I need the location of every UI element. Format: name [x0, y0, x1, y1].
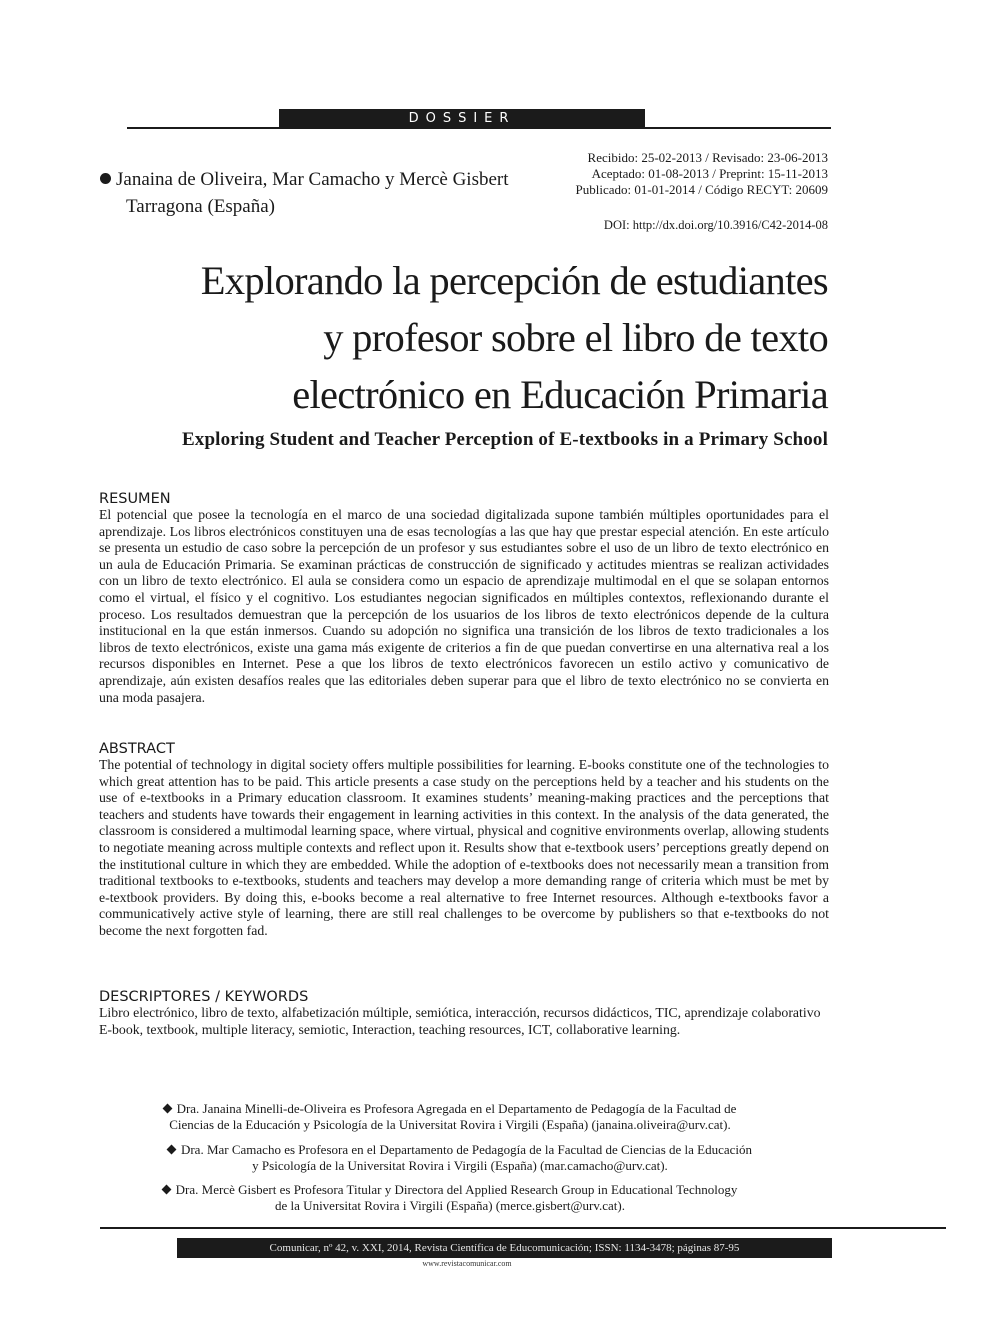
diamond-bullet-icon: [161, 1185, 171, 1195]
dates-published: Publicado: 01-01-2014 / Código RECYT: 20609: [575, 182, 828, 197]
header-rule: [127, 127, 831, 129]
doi-link[interactable]: DOI: http://dx.doi.org/10.3916/C42-2014-08: [603, 218, 828, 232]
journal-website-link[interactable]: www.revistacomunicar.com: [422, 1259, 512, 1268]
keywords-heading: DESCRIPTORES / KEYWORDS: [99, 989, 309, 1005]
resumen-heading: RESUMEN: [99, 491, 171, 507]
bullet-icon: [100, 173, 111, 184]
author-names: Janaina de Oliveira, Mar Camacho y Mercè Gisbert: [116, 169, 509, 190]
bio-line: y Psicología de la Universitat Rovira i Virgili (España) (mar.camacho@urv.cat).: [252, 1158, 668, 1173]
abstract-heading: ABSTRACT: [99, 741, 175, 757]
keywords-section: [99, 989, 829, 1038]
abstract-section: [99, 741, 829, 940]
bio-line: Dra. Mar Camacho es Profesora en el Departamento de Pedagogía de la Facultad de Ciencias de la Educación: [180, 1142, 753, 1157]
author-bio: [100, 1182, 800, 1214]
keywords-spanish: Libro electrónico, libro de texto, alfabetización múltiple, semiótica, interacción, recursos didácticos, TIC, aprendizaje colaborativo: [99, 1005, 821, 1020]
resumen-section: [99, 491, 829, 706]
bio-line: Ciencias de la Educación y Psicología de la Universitat Rovira i Virgili (España) (janaina.oliveira@urv.cat).: [169, 1117, 731, 1132]
diamond-bullet-icon: [162, 1104, 172, 1114]
journal-citation: Comunicar, nº 42, v. XXI, 2014, Revista Científica de Educomunicación; ISSN: 1134-3478; páginas 87-95: [269, 1242, 740, 1254]
dates-accepted: Aceptado: 01-08-2013 / Preprint: 15-11-2013: [591, 166, 828, 181]
footer-rule: [100, 1227, 946, 1229]
authors-block: [100, 166, 540, 220]
author-location: Tarragona (España): [126, 196, 276, 217]
journal-citation-bar: [177, 1238, 832, 1258]
resumen-text: El potencial que posee la tecnología en el marco de una sociedad digitalizada supone también múltiples oportunidades para el aprendizaje. Los libros electrónicos constituyen una de esas tecnologías a las que hay que prestar especial atención. En este artículo se presenta un estudio de caso sobre la percepción de un profesor y sus estudiantes sobre el uso de un libro de texto electrónico en un aula de Educación Primaria. Se examinan prácticas de construcción de significado y actitudes mientras se realizan actividades con un libro de texto electrónico. El aula se considera como un espacio de aprendizaje multimodal en el que se solapan entornos como el virtual, el físico y el cognitivo. Los estudiantes negocian significados en múltiples contextos, reflexionando durante el proceso. Los resultados demuestran que la percepción de los usuarios de los libros de texto electrónicos depende de la cultura institucional en la que están inmersos. Cuando su adopción no significa una transición de los libros de texto tradicionales a los libros de texto electrónicos, existe una gama más exigente de criterios a fin de que puedan convertirse en una alternativa real a los recursos disponibles en Internet. Pese a que los libros de texto electrónicos favorecen un estilo activo y comunicativo de aprendizaje, aún existen desafíos reales que las editoriales deben superar para que el libro de texto electrónico no se convierta en una moda pasajera.: [99, 507, 829, 705]
bio-line: de la Universitat Rovira i Virgili (España) (merce.gisbert@urv.cat).: [275, 1198, 625, 1213]
bio-line: Dra. Janaina Minelli-de-Oliveira es Profesora Agregada en el Departamento de Pedagogía de la Facultad de: [176, 1101, 737, 1116]
bio-line: Dra. Mercè Gisbert es Profesora Titular y Directora del Applied Research Group in Educational Technology: [175, 1182, 738, 1197]
title-line: Explorando la percepción de estudiantes: [200, 258, 828, 303]
section-label-bar: [279, 109, 645, 129]
section-label: DOSSIER: [408, 111, 516, 126]
keywords-english: E-book, textbook, multiple literacy, semiotic, Interaction, teaching resources, ICT, collaborative learning.: [99, 1021, 681, 1037]
title-line: y profesor sobre el libro de texto: [323, 315, 828, 360]
author-bio: [110, 1142, 810, 1174]
publication-dates: [508, 150, 828, 198]
dates-received: Recibido: 25-02-2013 / Revisado: 23-06-2013: [587, 150, 828, 165]
article-subtitle: Exploring Student and Teacher Perception of E-textbooks in a Primary School: [181, 429, 828, 450]
author-bio: [100, 1101, 800, 1133]
diamond-bullet-icon: [167, 1145, 177, 1155]
article-title: [68, 252, 828, 423]
title-line: electrónico en Educación Primaria: [292, 372, 828, 417]
abstract-text: The potential of technology in digital society offers multiple possibilities for learning. E-books constitute one of the technologies to which great attention has to be paid. This article presents a case study on the perceptions held by a teacher and his students on the use of e-textbooks in a Primary education classroom. It examines students’ meaning-making practices and the perceptions that teachers and students have towards their engagement in learning activities in this context. In the analysis of the data generated, the classroom is considered a multimodal learning space, where virtual, physical and cognitive environments overlap, allowing students to negotiate meaning across multiple contexts and reflect upon it. Results show that e-textbook users’ perceptions greatly depend on the institutional culture in which they are embedded. While the adoption of e-textbooks does not necessarily mean a transition from traditional textbooks to e-textbooks, students and teachers may develop a more demanding range of criteria which must be met by e-textbook providers. By doing this, e-books become a real alternative to free Internet resources. Although e-textbooks favor a communicatively active style of learning, there are still real challenges to be overcome by publishers so that e-textbooks do not become the next forgotten fad.: [99, 757, 829, 938]
